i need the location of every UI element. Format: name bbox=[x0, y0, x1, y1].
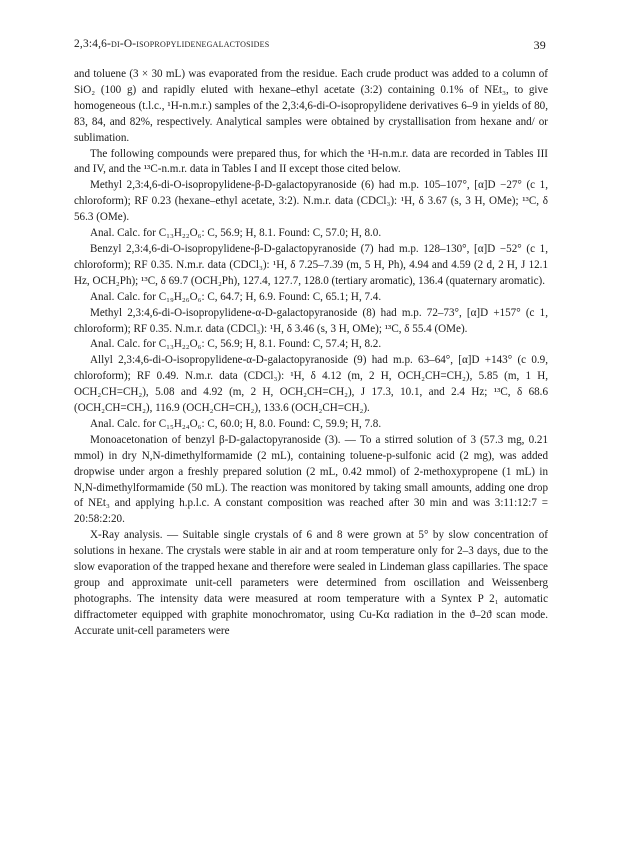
paragraph-analysis-7: Anal. Calc. for C₁₉H₂₆O₆: C, 64.7; H, 6.9. Found: C, 65.1; H, 7.4. bbox=[90, 290, 382, 303]
running-title: 2,3:4,6-di-O-isopropylidenegalactosides bbox=[74, 38, 270, 50]
page-number: 39 bbox=[533, 38, 546, 52]
paragraph-compound-9: Allyl 2,3:4,6-di-O-isopropylidene-α-D-galactopyranoside (9) had m.p. 63–64°, [α]D +143° (c 0.9, chloroform); RF 0.49. N.m.r. data (CDCl₃): ¹H, δ 4.12 (m, 2 H, OCH₂CH=CH₂), 5.85 (m, 1 H, OCH₂CH=CH₂), 5.08 and 4.92 (m, 2 H, OCH₂CH=CH₂), J 17.3, 10.1, and 2.4 Hz; ¹³C, δ 68.6 (OCH₂CH=CH₂), 116.9 (OCH₂CH=CH₂), 133.6 (OCH₂CH=CH₂). bbox=[74, 354, 548, 415]
paragraph-analysis-8: Anal. Calc. for C₁₃H₂₂O₆: C, 56.9; H, 8.1. Found: C, 57.4; H, 8.2. bbox=[90, 338, 382, 351]
body-text bbox=[74, 67, 548, 640]
paragraph-analysis-6: Anal. Calc. for C₁₃H₂₂O₆: C, 56.9; H, 8.1. Found: C, 57.0; H, 8.0. bbox=[90, 227, 382, 240]
paragraph-compound-7: Benzyl 2,3:4,6-di-O-isopropylidene-β-D-galactopyranoside (7) had m.p. 128–130°, [α]D −52° (c 1, chloroform); RF 0.35. N.m.r. data (CDCl₃): ¹H, δ 7.25–7.39 (m, 5 H, Ph), 4.94 and 4.59 (2 d, 2 H, J 12.1 Hz, OCH₂Ph); ¹³C, δ 69.7 (OCH₂Ph), 127.4, 127.7, 128.0 (tertiary aromatic), 136.4 (quaternary aromatic). bbox=[74, 242, 548, 287]
paragraph-monoacetonation: Monoacetonation of benzyl β-D-galactopyranoside (3). — To a stirred solution of 3 (57.3 mg, 0.21 mmol) in dry N,N-dimethylformamide (2 mL), containing toluene-p-sulfonic acid (2 mg), was added dropwise under argon a freshly prepared solution (2 mL, 0.42 mmol) of 2-methoxypropene (1 mL) in N,N-dimethylformamide (50 mL). The reaction was monitored by taking small amounts, adding one drop of NEt₃ and applying h.p.l.c. A constant composition was reached after 30 min and was 3:11:12:7 = 20:58:2:20. bbox=[74, 433, 548, 526]
paragraph-xray-analysis: X-Ray analysis. — Suitable single crystals of 6 and 8 were grown at 5° by slow concentration of solutions in hexane. The crystals were stable in air and at room temperature only for 2–3 days, due to the slow evaporation of the trapped hexane and therefore were sealed in Lindeman glass capillaries. The space group and approximate unit-cell parameters were determined from oscillation and Weissenberg photographs. The intensity data were measured at room temperature with a Syntex P 2₁ automatic diffractometer equipped with graphite monochromator, using Cu-Kα radiation in the ϑ–2ϑ scan mode. Accurate unit-cell parameters were bbox=[74, 529, 548, 637]
paragraph-compounds-intro: The following compounds were prepared thus, for which the ¹H-n.m.r. data are recorded in Tables III and IV, and the ¹³C-n.m.r. data in Tables I and II except those cited below. bbox=[74, 147, 548, 176]
paragraph-analysis-9: Anal. Calc. for C₁₅H₂₄O₆: C, 60.0; H, 8.0. Found: C, 59.9; H, 7.8. bbox=[90, 417, 382, 430]
running-header bbox=[74, 38, 546, 54]
paragraph-column-workup: and toluene (3 × 30 mL) was evaporated from the residue. Each crude product was added to a column of SiO₂ (100 g) and rapidly eluted with hexane–ethyl acetate (3:2) containing 0.1% of NEt₃, to give homogeneous (t.l.c., ¹H-n.m.r.) samples of the 2,3:4,6-di-O-isopropylidene derivatives 6–9 in yields of 80, 83, 84, and 82%, respectively. Analytical samples were obtained by crystallisation from hexane and/ or sublimation. bbox=[74, 68, 548, 144]
paragraph-compound-6: Methyl 2,3:4,6-di-O-isopropylidene-β-D-galactopyranoside (6) had m.p. 105–107°, [α]D −27° (c 1, chloroform); RF 0.23 (hexane–ethyl acetate, 3:2). N.m.r. data (CDCl₃): ¹H, δ 3.67 (s, 3 H, OMe); ¹³C, δ 56.3 (OMe). bbox=[74, 179, 548, 224]
paragraph-compound-8: Methyl 2,3:4,6-di-O-isopropylidene-α-D-galactopyranoside (8) had m.p. 72–73°, [α]D +157° (c 1, chloroform); RF 0.35. N.m.r. data (CDCl₃): ¹H, δ 3.46 (s, 3 H, OMe); ¹³C, δ 55.4 (OMe). bbox=[74, 306, 548, 335]
